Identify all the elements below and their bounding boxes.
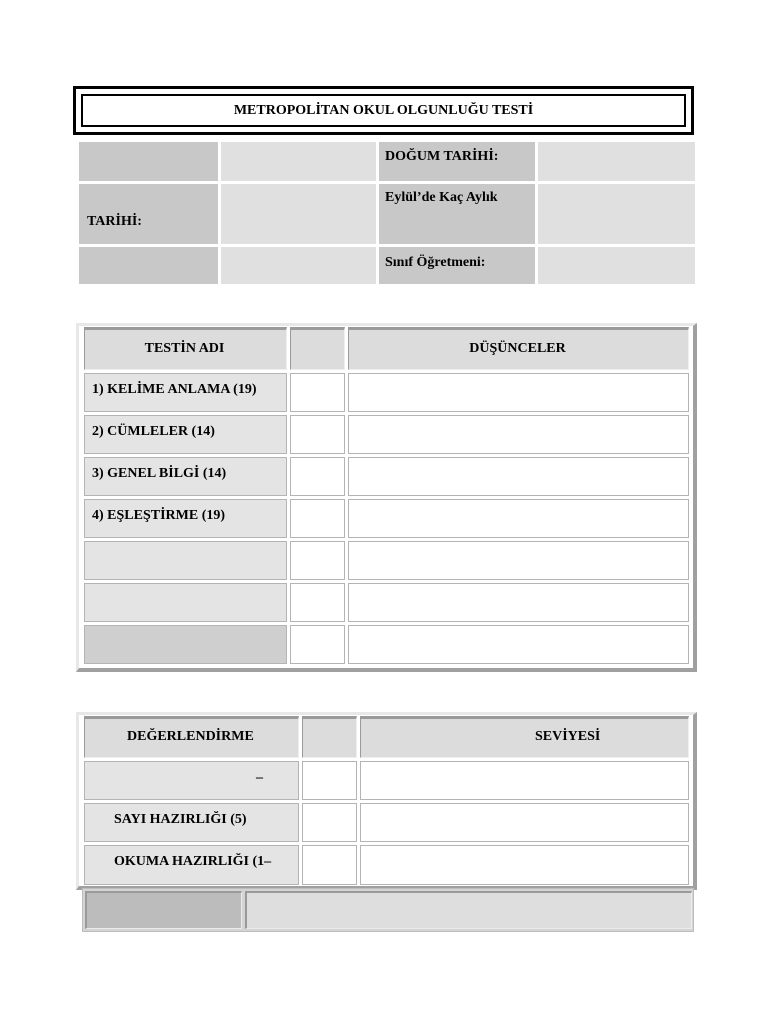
eval-header-name-label: DEĞERLENDİRME [127,729,254,744]
eylul-label-cell [379,184,535,244]
info-cell-r1-value[interactable] [221,142,376,181]
test-row-5-comments[interactable] [348,541,689,580]
page-title: METROPOLİTAN OKUL OLGUNLUĞU TESTİ [233,102,534,118]
test-row-1-comments[interactable] [348,373,689,412]
test-row-7-score[interactable] [290,625,345,664]
tarihi-label-cell [79,184,218,244]
test-row-5-name [84,541,287,580]
test-row-6-comments[interactable] [348,583,689,622]
tarihi-value[interactable] [221,184,376,244]
info-cell-r1-label [79,142,218,181]
test-header-name [84,327,287,370]
bottom-strip-right-cell[interactable] [245,891,692,929]
dogum-tarihi-label-cell [379,142,535,181]
test-row-3-comments[interactable] [348,457,689,496]
eval-row-1-score[interactable] [302,761,357,800]
test-row-2-label: 2) CÜMLELER (14) [92,424,215,439]
test-header-name-label: TESTİN ADI [144,341,225,356]
test-row-2-score[interactable] [290,415,345,454]
test-row-6-score[interactable] [290,583,345,622]
test-row-4-score[interactable] [290,499,345,538]
eval-header-level-label: SEVİYESİ [535,729,601,744]
dogum-tarihi-label: DOĞUM TARİHİ: [385,149,499,164]
eval-row-3-score[interactable] [302,845,357,885]
test-row-2-comments[interactable] [348,415,689,454]
eval-header-name [84,716,299,758]
info-cell-r3-label [79,247,218,284]
info-cell-r3-value[interactable] [221,247,376,284]
eval-row-2-name [84,803,299,842]
sinif-ogretmeni-value[interactable] [538,247,695,284]
bottom-strip-left-cell [85,891,242,929]
eval-row-1-label: – [256,770,263,785]
eval-row-3-name [84,845,299,885]
eval-row-3-label: OKUMA HAZIRLIĞI (1– [114,854,272,869]
eval-row-1-name [84,761,299,800]
eylul-value[interactable] [538,184,695,244]
test-row-2-name [84,415,287,454]
eval-row-2-level[interactable] [360,803,689,842]
eval-header-level [360,716,689,758]
test-row-1-label: 1) KELİME ANLAMA (19) [92,382,257,397]
eval-row-1-level[interactable] [360,761,689,800]
test-header-comments [348,327,689,370]
tarihi-label: TARİHİ: [87,214,142,229]
test-row-5-score[interactable] [290,541,345,580]
eval-header-score [302,716,357,758]
test-header-comments-label: DÜŞÜNCELER [469,341,566,356]
dogum-tarihi-value[interactable] [538,142,695,181]
test-header-score [290,327,345,370]
eylul-label: Eylül’de Kaç Aylık [385,190,498,205]
test-row-4-name [84,499,287,538]
test-row-3-name [84,457,287,496]
eval-row-2-score[interactable] [302,803,357,842]
sinif-ogretmeni-label-cell [379,247,535,284]
test-row-7-comments[interactable] [348,625,689,664]
test-row-3-label: 3) GENEL BİLGİ (14) [92,466,227,481]
test-row-4-label: 4) EŞLEŞTİRME (19) [92,508,226,523]
test-row-6-name [84,583,287,622]
test-row-3-score[interactable] [290,457,345,496]
test-row-1-name [84,373,287,412]
eval-row-2-label: SAYI HAZIRLIĞI (5) [114,812,247,827]
sinif-ogretmeni-label: Sınıf Öğretmeni: [385,255,486,270]
eval-row-3-level[interactable] [360,845,689,885]
test-row-4-comments[interactable] [348,499,689,538]
test-row-7-name [84,625,287,664]
test-row-1-score[interactable] [290,373,345,412]
title-frame-inner [81,94,686,127]
